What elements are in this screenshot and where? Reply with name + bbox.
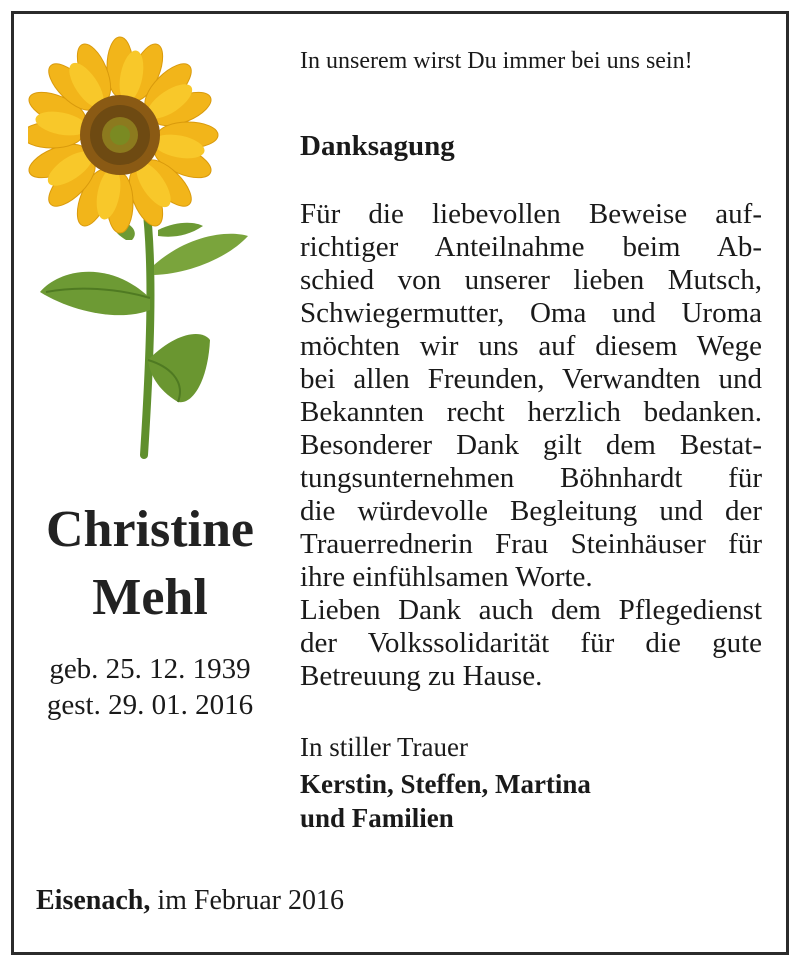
body-line: Betreuung zu Hause. (300, 660, 543, 692)
place: Eisenach, (36, 885, 151, 916)
body-line: Lieben Dank auch dem Pflegedienst (300, 594, 762, 626)
place-date-line (36, 884, 344, 918)
sunflower-icon (28, 30, 258, 460)
body-line: Schwiegermutter, Oma und Uroma (300, 297, 762, 329)
body-line: möchten wir uns auf diesem Wege (300, 330, 762, 362)
deceased-last-name: Mehl (92, 569, 208, 626)
body-line: der Volkssolidarität für die gute (300, 627, 762, 659)
deceased-first-name: Christine (46, 501, 254, 558)
body-line: tungsunternehmen Böhnhardt für (300, 462, 762, 494)
mourners-line-2: und Familien (300, 803, 454, 833)
body-line: Trauerrednerin Frau Steinhäuser für (300, 528, 762, 560)
birth-date: geb. 25. 12. 1939 (49, 653, 251, 685)
body-line: Besonderer Dank gilt dem Bestat- (300, 429, 762, 461)
body-line: die würdevolle Begleitung und der (300, 495, 762, 527)
body-line: richtiger Anteilnahme beim Ab- (300, 231, 762, 263)
mourners-line-1: Kerstin, Steffen, Martina (300, 769, 591, 799)
body-line: bei allen Freunden, Verwandten und (300, 363, 762, 395)
mourning-intro: In stiller Trauer (300, 732, 468, 762)
heading: Danksagung (300, 130, 455, 162)
body-line: ihre einfühlsamen Worte. (300, 561, 593, 593)
death-date: gest. 29. 01. 2016 (46, 689, 254, 721)
body-line: Bekannten recht herzlich bedanken. (300, 396, 762, 428)
motto: In unserem wirst Du immer bei uns sein! (300, 48, 693, 74)
body-line: schied von unserer lieben Mutsch, (300, 264, 762, 296)
date: im Februar 2016 (150, 885, 344, 916)
body-line: Für die liebevollen Beweise auf- (300, 198, 762, 230)
